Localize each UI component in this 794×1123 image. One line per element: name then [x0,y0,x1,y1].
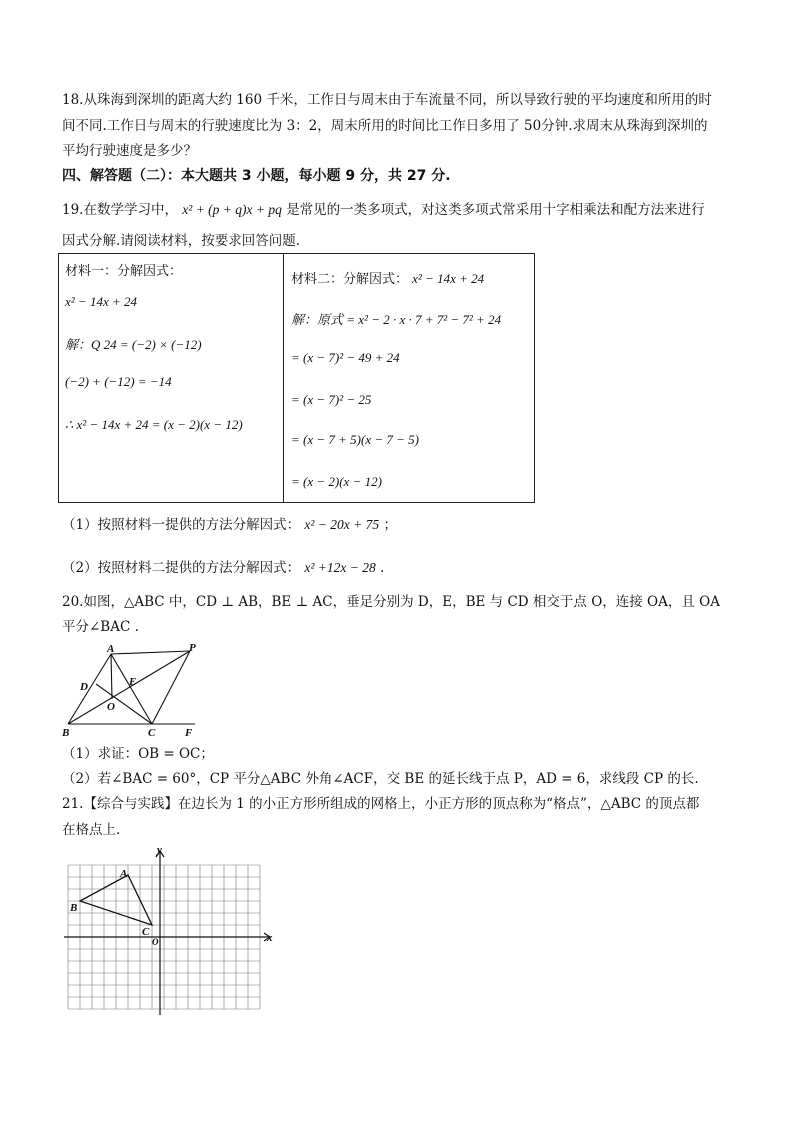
q20-figure [60,640,210,740]
material1-expr: x² − 14x + 24 [65,294,137,309]
q20-part2: （2）若∠BAC = 60°，CP 平分△ABC 外角∠ACF，交 BE 的延长线于点 P，AD = 6，求线段 CP 的长. [62,771,699,787]
material1-step3: ∴ x² − 14x + 24 = (x − 2)(x − 12) [65,417,243,432]
label-a: A [120,868,128,880]
label-f: F [185,727,193,739]
q18-line-3: 平均行驶速度是多少？ [62,143,197,159]
q21-line-2: 在格点上. [62,822,121,838]
q18-line-1: 18.从珠海到深圳的距离大约 160 千米，工作日与周末由于车流量不同，所以导致行驶的平均速度和所用的时 [62,92,712,108]
section-title: 四、解答题（二）：本大题共 3 小题，每小题 9 分，共 27 分. [62,168,451,184]
q19-part1-end: ； [383,517,397,533]
label-c: C [148,727,156,739]
q19-intro-b: 是常见的一类多项式，对这类多项式常采用十字相乘法和配方法来进行 [286,202,705,218]
label-d: D [80,681,88,693]
material1-step2: (−2) + (−12) = −14 [65,374,172,389]
q19-part2 [62,558,384,578]
q19-intro-line-1 [62,200,705,220]
material2-step4: = (x − 7 + 5)(x − 7 − 5) [291,432,419,447]
material2-title-math: x² − 14x + 24 [412,271,485,286]
label-c: C [142,926,150,938]
material2-step3: = (x − 7)² − 25 [291,392,372,407]
q19-part1-math: x² − 20x + 75 [304,517,380,532]
q19-part1-text: （1）按照材料一提供的方法分解因式： [62,517,301,533]
q20-line-2: 平分∠BAC . [62,619,139,635]
material2-step2: = (x − 7)² − 49 + 24 [291,350,400,365]
label-x: x [267,932,273,944]
material1-step1: 解：Q 24 = (−2) × (−12) [65,337,202,352]
label-a: A [107,643,115,655]
line-ba [68,654,111,724]
material2-step5: = (x − 2)(x − 12) [291,474,382,489]
label-e: E [129,676,137,688]
q20-line-1: 20.如图，△ABC 中，CD ⊥ AB，BE ⊥ AC，垂足分别为 D，E，BE 与 CD 相交于点 O，连接 OA，且 OA [62,594,720,610]
label-p: P [189,642,196,654]
materials-table [58,253,535,503]
q19-intro-line-2: 因式分解.请阅读材料，按要求回答问题. [62,233,301,249]
q21-grid-figure [60,845,280,1020]
q19-part2-end: . [380,560,385,576]
line-ac [111,654,152,724]
q19-part2-math: x² +12x − 28 [304,560,376,575]
q19-part2-text: （2）按照材料二提供的方法分解因式： [62,560,301,576]
material2-title: 材料二：分解因式： [291,272,409,287]
q19-part1 [62,515,397,535]
q20-part1: （1）求证：OB = OC； [62,746,214,762]
label-b: B [70,902,78,914]
label-o: O [107,701,115,713]
q21-line-1: 21.【综合与实践】在边长为 1 的小正方形所组成的网格上，小正方形的顶点称为“格点”，△ABC 的顶点都 [62,796,700,812]
material2-step1: 解：原式 = x² − 2 · x · 7 + 7² − 7² + 24 [291,312,502,327]
label-b: B [62,727,70,739]
material1-title: 材料一：分解因式： [65,264,183,279]
material2-title-line [291,268,484,287]
line-ap [111,651,190,654]
q18-line-2: 间不同.工作日与周末的行驶速度比为 3：2，周末所用的时间比工作日多用了 50分钟.求周末从珠海到深圳的 [62,118,708,134]
line-ao [111,654,112,699]
q19-intro-a: 19.在数学学习中， [62,202,178,218]
label-o: O [152,937,159,947]
table-divider [283,254,284,502]
label-y: y [157,845,162,856]
q19-intro-math: x² + (p + q)x + pq [182,202,282,217]
